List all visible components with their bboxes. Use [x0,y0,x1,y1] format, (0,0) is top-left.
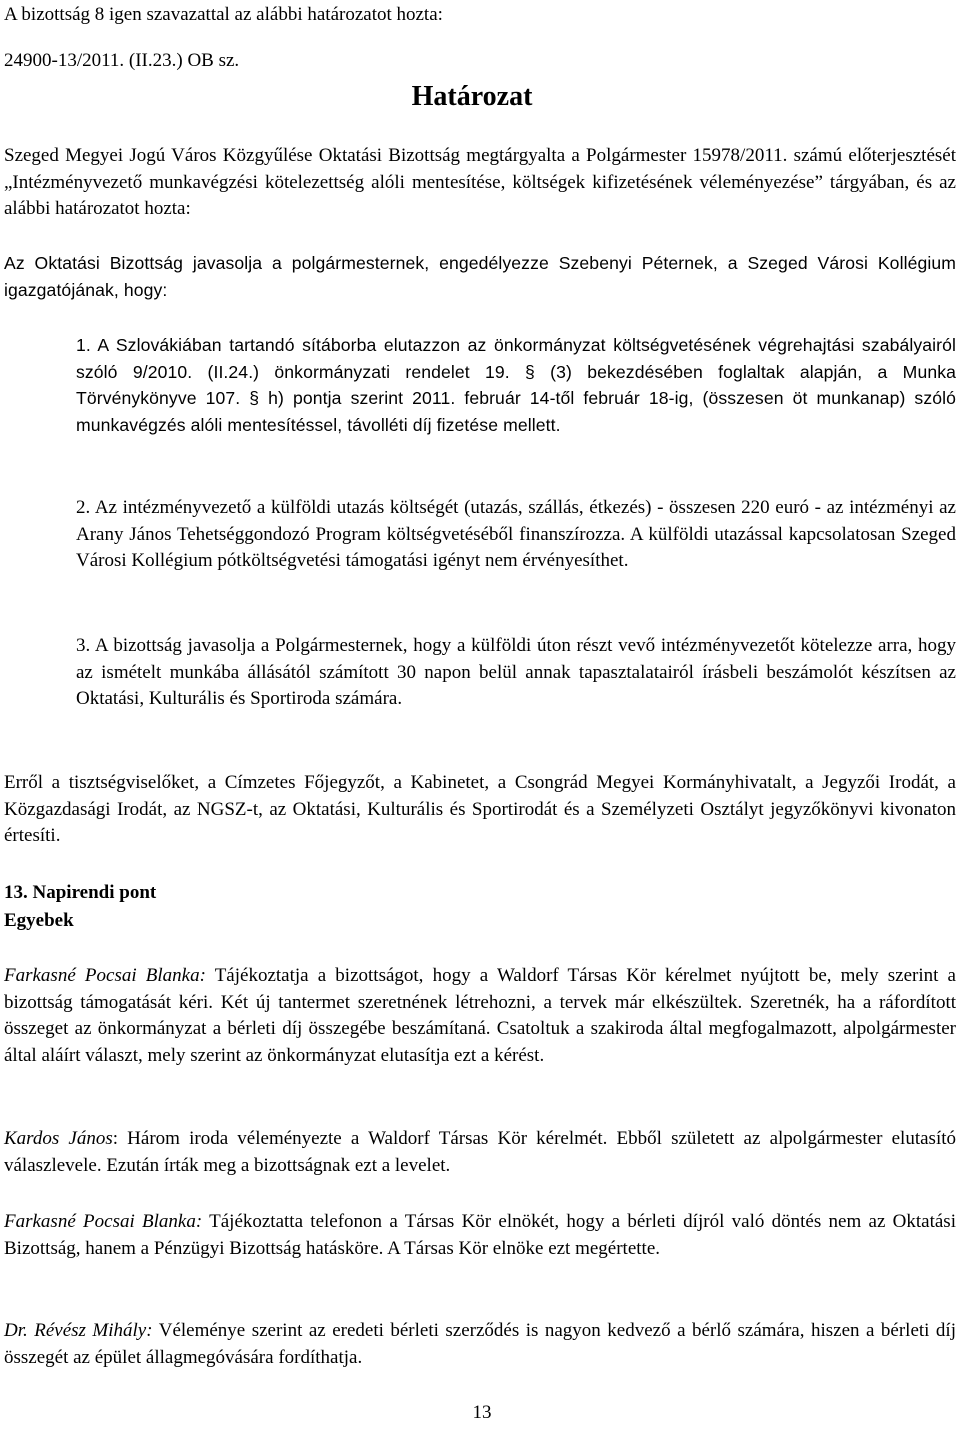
decision-item-3: 3. A bizottság javasolja a Polgármesternek, hogy a külföldi úton részt vevő intézményvezetőt kötelezze arra, hogy az ismételt munkába állásától számított 30 napon belül annak tapasztalatairól írásbeli beszámolót készítsen az Oktatási, Kulturális és Sportiroda számára. [76,635,956,709]
resolution-decision: Az Oktatási Bizottság javasolja a polgármesternek, engedélyezze Szebenyi Péternek, a Szeged Városi Kollégium igazgatójának, hogy: [4,253,956,300]
statement-3 [4,1209,956,1262]
document-page [4,0,956,1436]
statement-4 [4,1318,956,1371]
statement-text: Tájékoztatja a bizottságot, hogy a Waldorf Társas Kör kérelmet nyújtott be, mely szerint a bizottság támogatását kéri. Két új tantermet szeretnének létrehozni, a tervek már elkészültek. Szeretnék, ha a ráfordított összeget az önkormányzat a bérleti díj összegébe beszámítaná. Csatoltuk a szakiroda által megfogalmazott, alpolgármester által aláírt választ, mely szerint az önkormányzat elutasítja ezt a kérést. [4,965,956,1066]
statement-1 [4,963,956,1069]
agenda-item-number: 13. Napirendi pont [4,882,157,903]
resolution-title: Határozat [411,81,533,112]
resolution-preamble: Szeged Megyei Jogú Város Közgyűlése Oktatási Bizottság megtárgyalta a Polgármester 15978/2011. számú előterjesztését „Intézményvezető munkavégzési kötelezettség alóli mentesítése, költségek kifizetésének véleményezése” tárgyában, és az alábbi határozatot hozta: [4,145,956,219]
speaker-name: Farkasné Pocsai Blanka: [4,1211,203,1232]
speaker-name: Kardos János [4,1128,113,1149]
statement-text: Véleménye szerint az eredeti bérleti szerződés is nagyon kedvező a bérlő számára, hiszen a bérleti díj összegét az épület állagmegóvására fordíthatja. [4,1320,956,1368]
statement-text: : Három iroda véleményezte a Waldorf Társas Kör kérelmét. Ebből született az alpolgármester elutasító válaszlevele. Ezután írták meg a bizottságnak ezt a levelet. [4,1128,956,1176]
resolution-intro: A bizottság 8 igen szavazattal az alábbi határozatot hozta: [4,4,443,25]
page-number: 13 [472,1402,492,1423]
decision-item-1: 1. A Szlovákiában tartandó sítáborba elutazzon az önkormányzat költségvetésének végrehajtási szabályairól szóló 9/2010. (II.24.) önkormányzati rendelet 19. § (3) bekezdésében foglaltak alapján, a Munka Törvénykönyve 107. § h) pontja szerint 2011. február 14-től február 18-ig, (összesen öt munkanap) szóló munkavégzés alóli mentesítéssel, távolléti díj fizetése mellett. [76,335,956,435]
agenda-item-name: Egyebek [4,910,74,931]
speaker-name: Dr. Révész Mihály: [4,1320,153,1341]
statement-2 [4,1126,956,1179]
statement-text: Tájékoztatta telefonon a Társas Kör elnökét, hogy a bérleti díjról való döntés nem az Oktatási Bizottság, hanem a Pénzügyi Bizottság hatásköre. A Társas Kör elnöke ezt megértette. [4,1211,956,1259]
resolution-reference: 24900-13/2011. (II.23.) OB sz. [4,50,240,71]
notification-paragraph: Erről a tisztségviselőket, a Címzetes Főjegyzőt, a Kabinetet, a Csongrád Megyei Kormányhivatalt, a Jegyzői Irodát, a Közgazdasági Irodát, az NGSZ-t, az Oktatási, Kulturális és Sportirodát és a Személyzeti Osztályt jegyzőkönyvi kivonaton értesíti. [4,772,956,846]
decision-item-2: 2. Az intézményvezető a külföldi utazás költségét (utazás, szállás, étkezés) - összesen 220 euró - az intézményi az Arany János Tehetséggondozó Program költségvetéséből finanszírozza. A külföldi utazással kapcsolatosan Szeged Városi Kollégium pótköltségvetési támogatási igényt nem érvényesíthet. [76,497,956,571]
speaker-name: Farkasné Pocsai Blanka: [4,965,206,986]
